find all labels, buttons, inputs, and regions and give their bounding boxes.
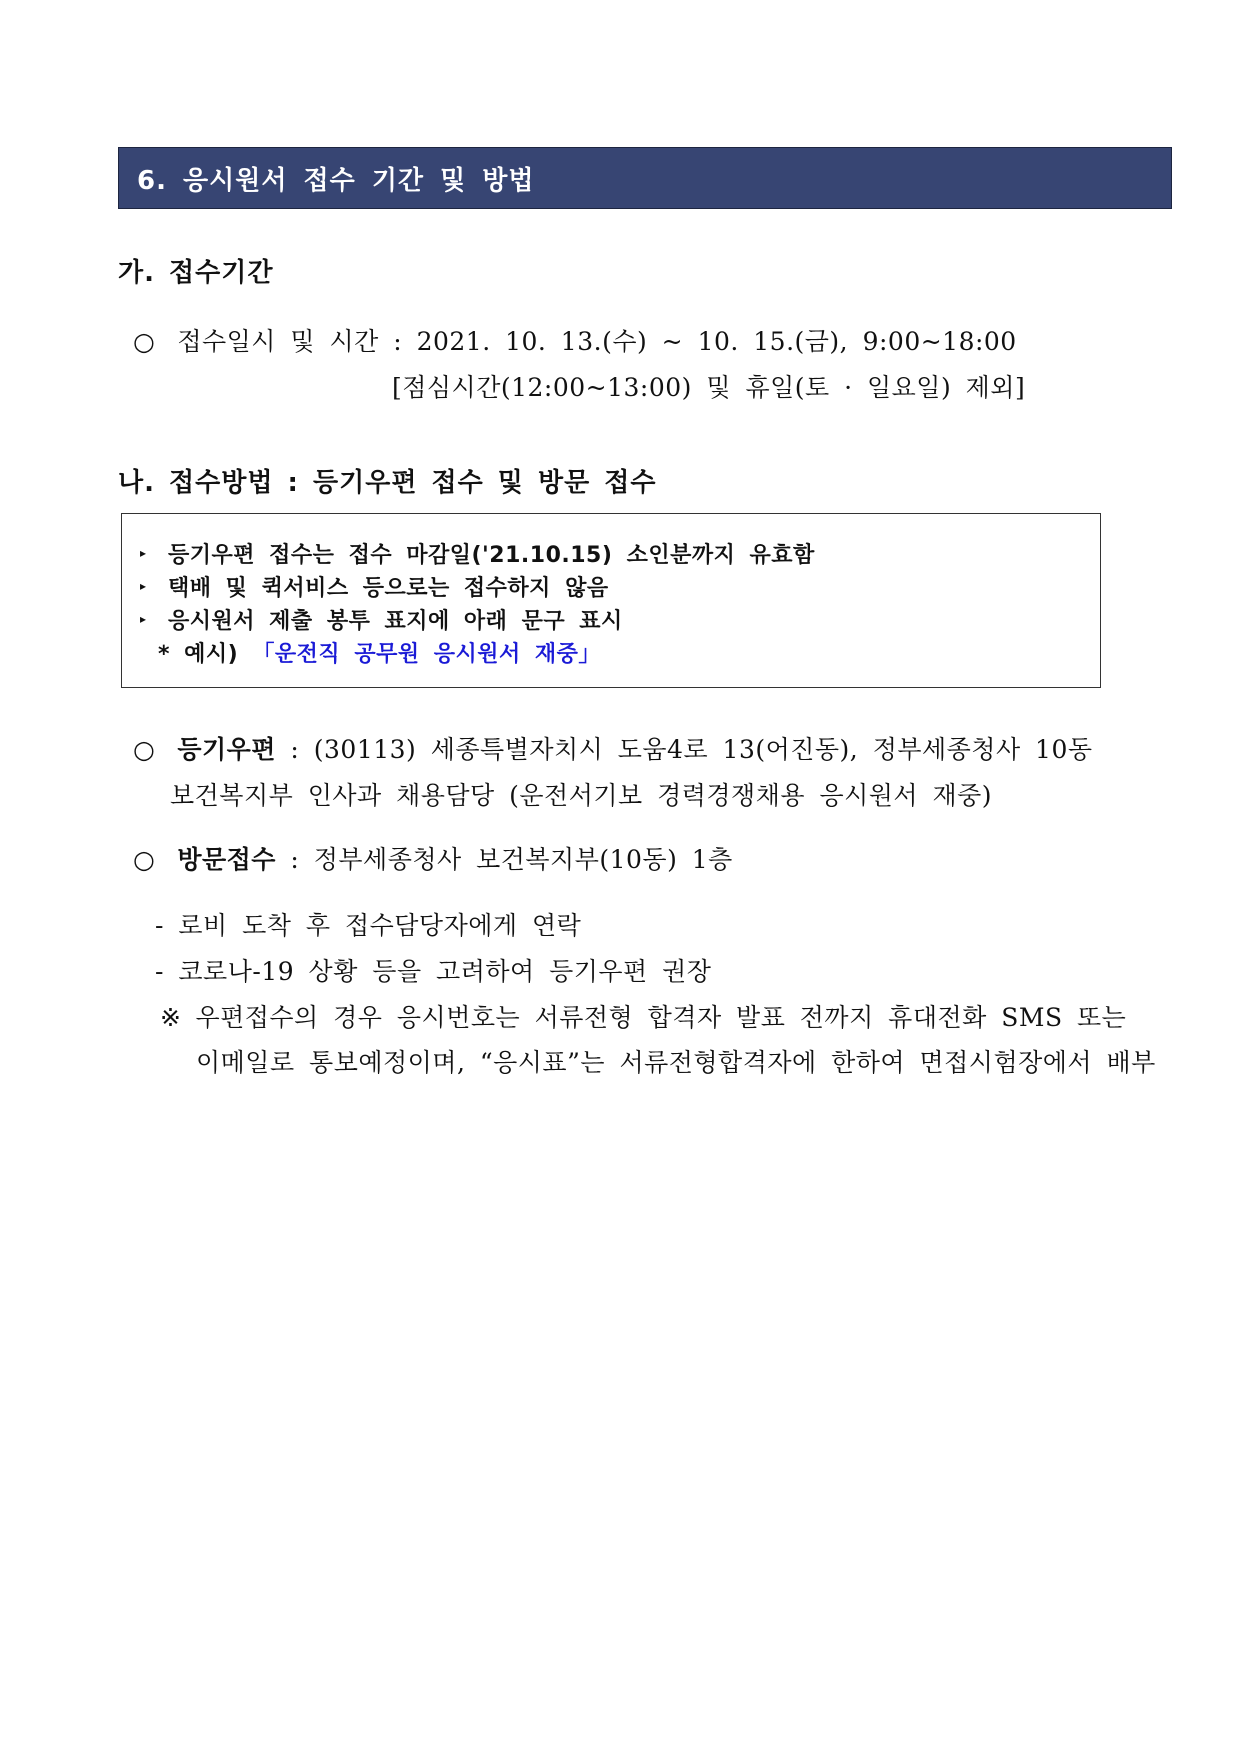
triangle-bullet-icon: ▸ — [140, 546, 147, 560]
notice-item — [140, 538, 815, 569]
subsection-title-method: 나. 접수방법 : 등기우편 접수 및 방문 접수 — [118, 468, 657, 498]
note-text: 우편접수의 경우 응시번호는 서류전형 합격자 발표 전까지 휴대전화 SMS 또는 — [195, 1003, 1127, 1032]
note-continuation: 이메일로 통보예정이며, “응시표”는 서류전형합격자에 한하여 면접시험장에서 배부 — [196, 1048, 1156, 1077]
note-line — [160, 998, 1126, 1034]
sub-item: - 코로나-19 상황 등을 고려하여 등기우편 권장 — [155, 957, 712, 986]
notice-item-text: 응시원서 제출 봉투 표지에 아래 문구 표시 — [168, 609, 623, 634]
notice-example — [158, 637, 601, 668]
visit-reception-line — [133, 840, 733, 876]
reception-exclusion-text: [점심시간(12:00~13:00) 및 휴일(토 · 일요일) 제외] — [392, 373, 1026, 402]
section-header-title: 6. 응시원서 접수 기간 및 방법 — [137, 165, 535, 196]
circle-bullet-icon: ○ — [133, 845, 156, 874]
notice-item-text: 등기우편 접수는 접수 마감일('21.10.15) 소인분까지 유효함 — [168, 543, 815, 568]
visit-reception-label: 방문접수 — [177, 845, 276, 874]
registered-mail-line — [133, 730, 1093, 766]
reception-period-line — [133, 322, 1017, 358]
triangle-bullet-icon: ▸ — [140, 579, 147, 593]
notice-box — [121, 513, 1101, 688]
visit-reception-location: : 정부세종청사 보건복지부(10동) 1층 — [275, 845, 733, 874]
sub-item: - 로비 도착 후 접수담당자에게 연락 — [155, 911, 582, 940]
triangle-bullet-icon: ▸ — [140, 612, 147, 626]
reception-period-text: 접수일시 및 시간 : 2021. 10. 13.(수) ~ 10. 15.(금), 9:00~18:00 — [177, 327, 1017, 356]
reference-mark-icon: ※ — [160, 1003, 182, 1032]
notice-item — [140, 571, 609, 602]
notice-item-text: 택배 및 퀵서비스 등으로는 접수하지 않음 — [168, 576, 609, 601]
notice-item — [140, 604, 623, 635]
registered-mail-address: : (30113) 세종특별자치시 도움4로 13(어진동), 정부세종청사 10동 — [275, 735, 1093, 764]
subsection-title-period: 가. 접수기간 — [118, 258, 274, 288]
example-label: * 예시) — [158, 642, 239, 667]
registered-mail-label: 등기우편 — [177, 735, 276, 764]
circle-bullet-icon: ○ — [133, 735, 156, 764]
circle-bullet-icon: ○ — [133, 327, 156, 356]
section-header-bar — [118, 147, 1172, 209]
example-phrase: 「운전직 공무원 응시원서 재중」 — [252, 642, 601, 667]
registered-mail-recipient: 보건복지부 인사과 채용담당 (운전서기보 경력경쟁채용 응시원서 재중) — [170, 781, 993, 810]
